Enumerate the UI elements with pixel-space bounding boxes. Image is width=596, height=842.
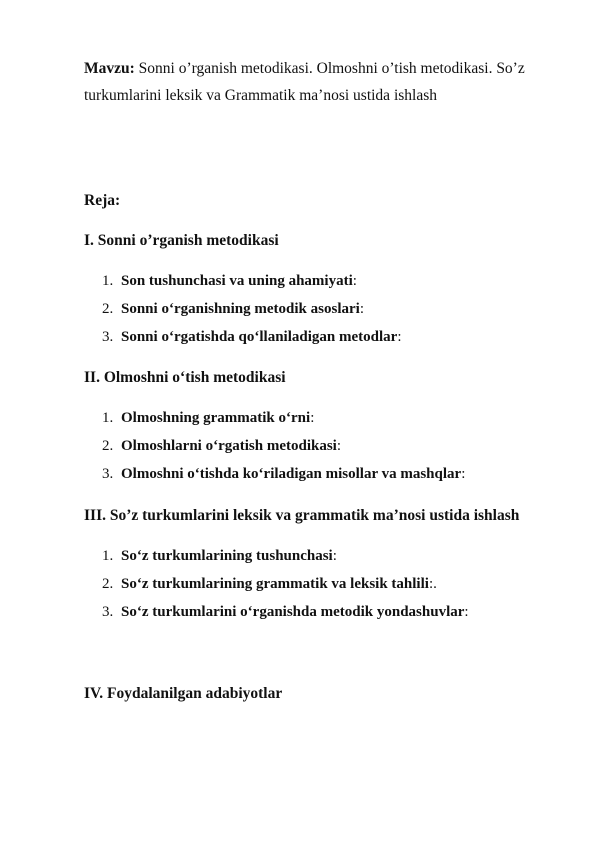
list-item: 2. Olmoshlarni o‘rgatish metodikasi: (102, 438, 342, 454)
section-title-3: III. So’z turkumlarini leksik va grammatik ma’nosi ustida ishlash (84, 507, 520, 524)
plan-heading: Reja: (84, 192, 121, 209)
topic-text: Sonni o’rganish metodikasi. Olmoshni o’tish metodikasi. So’z turkumlarini leksik va Grammatik ma’nosi ustida ishlash (84, 60, 525, 104)
list-item: 3. So‘z turkumlarini o‘rganishda metodik yondashuvlar: (102, 604, 469, 620)
list-item: 3. Sonni o‘rgatishda qo‘llaniladigan metodlar: (102, 329, 402, 345)
list-item: 1. Olmoshning grammatik o‘rni: (102, 410, 315, 426)
list-item: 1. So‘z turkumlarining tushunchasi: (102, 548, 337, 564)
section-title-2: II. Olmoshni o‘tish metodikasi (84, 369, 286, 386)
list-item: 2. So‘z turkumlarining grammatik va leksik tahlili:. (102, 576, 437, 592)
list-item: 2. Sonni o‘rganishning metodik asoslari: (102, 301, 364, 317)
section-title-1: I. Sonni o’rganish metodikasi (84, 232, 279, 249)
list-item: 1. Son tushunchasi va uning ahamiyati: (102, 273, 357, 289)
topic-paragraph (84, 55, 564, 109)
topic-label: Mavzu: (84, 60, 135, 77)
section-title-4: IV. Foydalanilgan adabiyotlar (84, 685, 283, 702)
list-item: 3. Olmoshni o‘tishda ko‘riladigan misollar va mashqlar: (102, 466, 466, 482)
